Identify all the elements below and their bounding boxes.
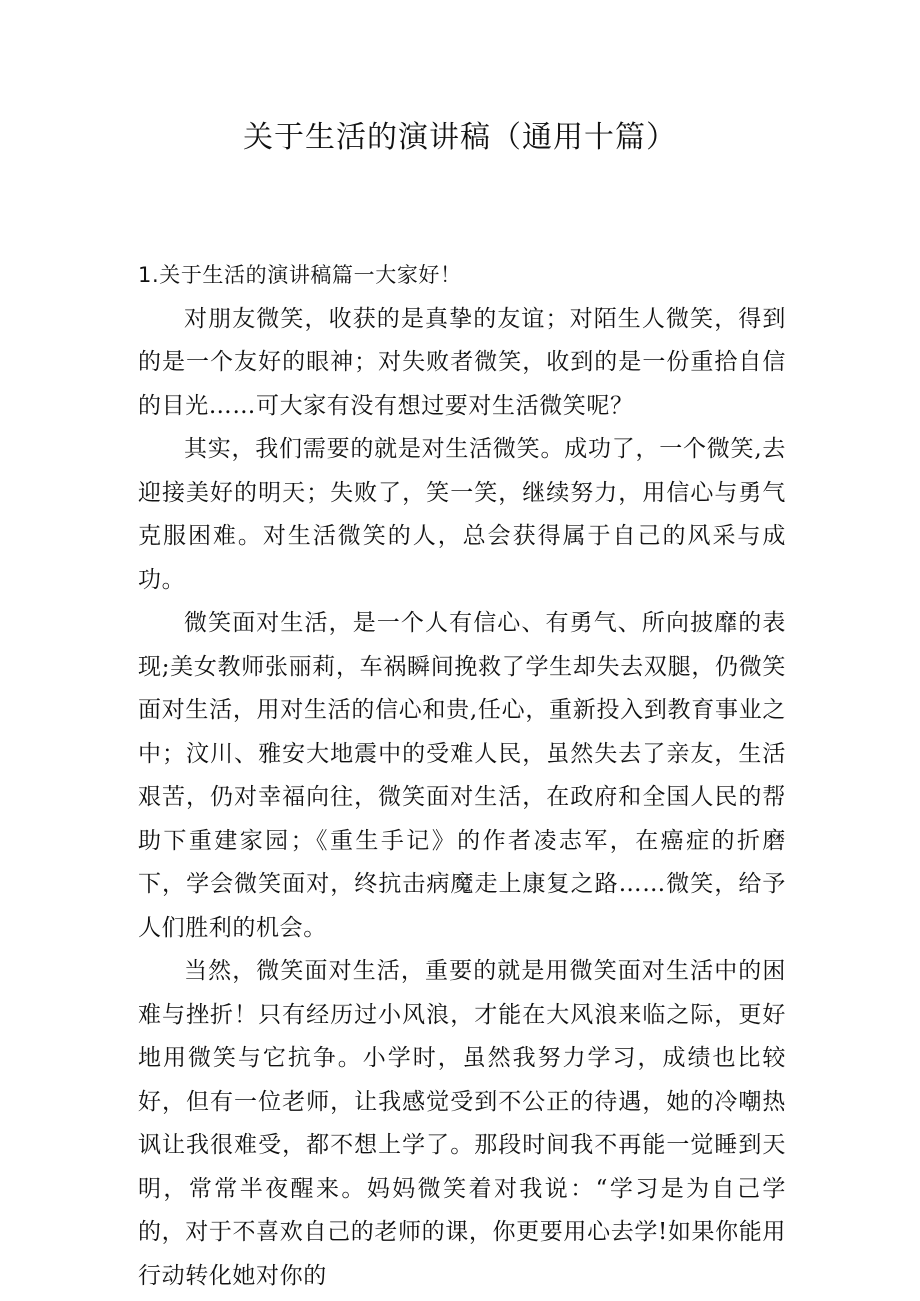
- section-heading: 1.关于生活的演讲稿篇一大家好！: [138, 263, 462, 287]
- paragraph-1: 对朋友微笑，收获的是真挚的友谊；对陌生人微笑，得到的是一个友好的眼神；对失败者微笑，收到的是一份重拾自信的目光……可大家有没有想过要对生活微笑呢？: [138, 305, 786, 419]
- paragraph-2: 其实，我们需要的就是对生活微笑。成功了，一个微笑,去迎接美好的明天；失败了，笑一笑，继续努力，用信心与勇气克服困难。对生活微笑的人，总会获得属于自己的风采与成功。: [138, 436, 786, 593]
- paragraph-4: 当然，微笑面对生活，重要的就是用微笑面对生活中的困难与挫折！只有经历过小风浪，才能在大风浪来临之际，更好地用微笑与它抗争。小学时，虽然我努力学习，成绩也比较好，但有一位老师，让我感觉受到不公正的待遇，她的冷嘲热讽让我很难受，都不想上学了。那段时间我不再能一觉睡到天明，常常半夜醒来。妈妈微笑着对我说：“学习是为自己学的，对于不喜欢自己的老师的课，你更要用心去学!如果你能用行动转化她对你的: [138, 958, 786, 1289]
- document-body: [138, 254, 786, 1298]
- paragraph-3: 微笑面对生活，是一个人有信心、有勇气、所向披靡的表现;美女教师张丽莉，车祸瞬间挽救了学生却失去双腿，仍微笑面对生活，用对生活的信心和贵,任心，重新投入到教育事业之中；汶川、雅安大地震中的受难人民，虽然失去了亲友，生活艰苦，仍对幸福向往，微笑面对生活，在政府和全国人民的帮助下重建家园；《重生手记》的作者凌志军，在癌症的折磨下，学会微笑面对，终抗击病魔走上康复之路……微笑，给予人们胜利的机会。: [138, 610, 786, 941]
- document-title: 关于生活的演讲稿（通用十篇）: [243, 120, 677, 155]
